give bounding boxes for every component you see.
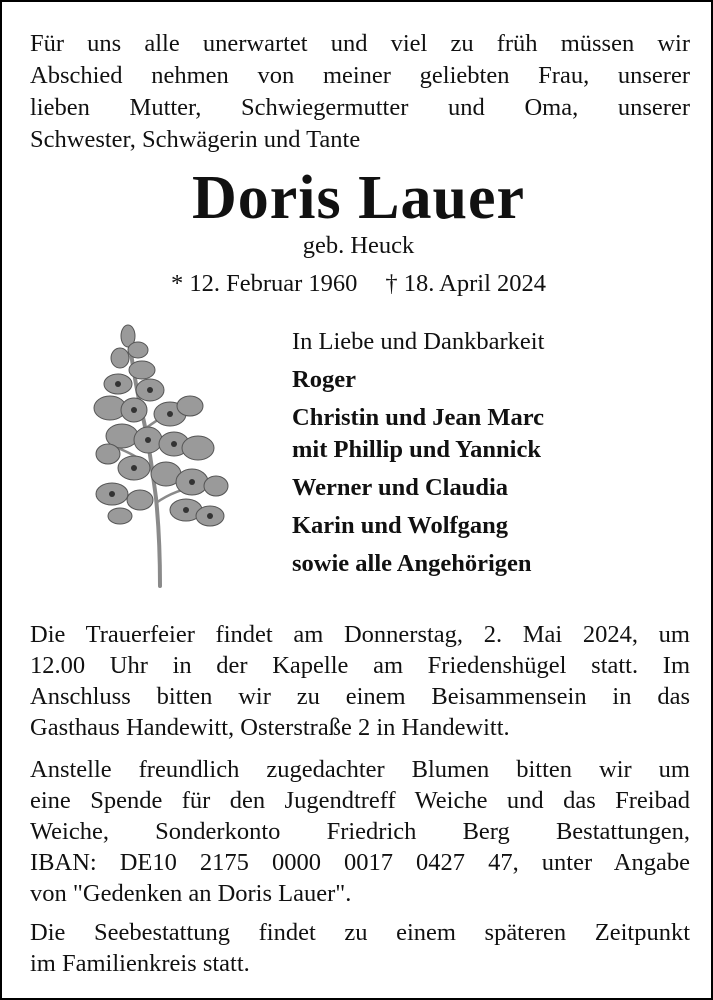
paragraph-line: Die Seebestattung findet zu einem späteren Zeitpunkt bbox=[30, 919, 690, 946]
mourners-lead: In Liebe und Dankbarkeit bbox=[292, 328, 545, 355]
mourners-list bbox=[292, 326, 692, 580]
paragraph-line: eine Spende für den Jugendtreff Weiche und das Freibad bbox=[30, 787, 690, 814]
mourner-name: Werner und Claudia bbox=[292, 474, 509, 501]
paragraph-line: 12.00 Uhr in der Kapelle am Friedenshügel statt. Im bbox=[30, 652, 690, 679]
intro-text bbox=[30, 28, 690, 156]
intro-line: Für uns alle unerwartet und viel zu früh müssen wir bbox=[30, 30, 690, 57]
orchid-icon bbox=[90, 318, 230, 588]
mourner-name: sowie alle Angehörigen bbox=[292, 550, 532, 577]
burial-paragraph bbox=[30, 917, 690, 979]
paragraph-line: von "Gedenken an Doris Lauer". bbox=[30, 880, 352, 907]
mourner-name: Karin und Wolfgang bbox=[292, 512, 509, 539]
paragraph-line: Anstelle freundlich zugedachter Blumen bitten wir um bbox=[30, 756, 690, 783]
funeral-service-paragraph bbox=[30, 619, 690, 743]
maiden-name: geb. Heuck bbox=[302, 232, 415, 259]
paragraph-line: Weiche, Sonderkonto Friedrich Berg Bestattungen, bbox=[30, 818, 690, 845]
intro-line: lieben Mutter, Schwiegermutter und Oma, unserer bbox=[30, 94, 690, 121]
paragraph-line: im Familienkreis statt. bbox=[30, 950, 250, 977]
donation-paragraph bbox=[30, 754, 690, 909]
intro-line: Abschied nehmen von meiner geliebten Frau, unserer bbox=[30, 62, 690, 89]
paragraph-line: Die Trauerfeier findet am Donnerstag, 2. Mai 2024, um bbox=[30, 621, 690, 648]
intro-line: Schwester, Schwägerin und Tante bbox=[30, 126, 361, 153]
death-date: † 18. April 2024 bbox=[385, 270, 547, 297]
mourner-name: Roger bbox=[292, 366, 356, 393]
paragraph-line: Gasthaus Handewitt, Osterstraße 2 in Handewitt. bbox=[30, 714, 510, 741]
birth-date: * 12. Februar 1960 bbox=[170, 270, 358, 297]
paragraph-line: Anschluss bitten wir zu einem Beisammensein in das bbox=[30, 683, 690, 710]
mourner-name: mit Phillip und Yannick bbox=[292, 436, 541, 463]
deceased-name: Doris Lauer bbox=[191, 164, 526, 232]
paragraph-line: IBAN: DE10 2175 0000 0017 0427 47, unter Angabe bbox=[30, 849, 690, 876]
life-dates bbox=[2, 268, 713, 300]
mourner-name: Christin und Jean Marc bbox=[292, 404, 545, 431]
